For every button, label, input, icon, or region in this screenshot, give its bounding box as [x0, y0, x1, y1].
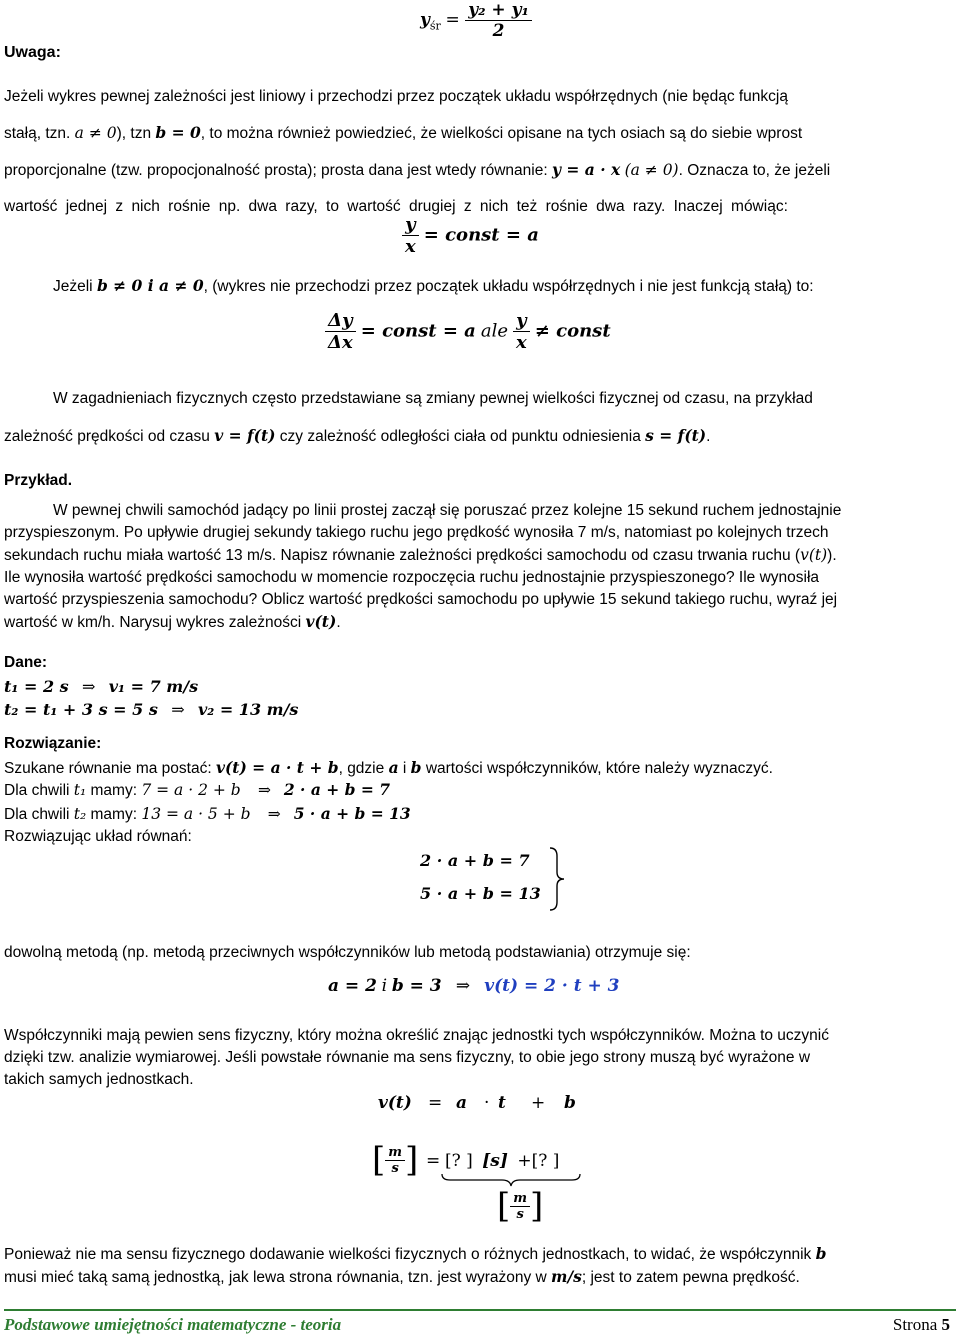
coef-line2: dzięki tzw. analizie wymiarowej. Jeśli powstałe równanie ma sens fizyczny, to obie jego strony muszą być wyrażone w [4, 1049, 811, 1066]
page-number: Strona 5 [892, 1315, 950, 1334]
solution-form: Szukane równanie ma postać: v(t) = a · t + b, gdzie a i b wartości współczynników, które należy wyznaczyć. [4, 758, 773, 777]
footer-title: Podstawowe umiejętności matematyczne - teoria [4, 1315, 342, 1334]
example-line3: sekundach ruchu miała wartość 13 m/s. Napisz równanie zależności prędkości samochodu od czasu trwania ruchu (v(t)). [4, 546, 837, 564]
eq2-den1: Δx [328, 332, 353, 353]
eq1-num: y [402, 214, 419, 236]
eq2-num1: Δy [325, 310, 356, 332]
solution-t1: Dla chwili t₁ mamy: 7 = a · 2 + b ⇒ 2 · a + b = 7 [4, 780, 391, 799]
note-label: Uwaga: [4, 44, 61, 61]
final-line2: musi mieć taką samą jednostką, jak lewa strona równania, tzn. jest wyrażony w m/s; jest to zatem pewna prędkość. [4, 1267, 800, 1286]
example-line2: przyspieszonym. Po upływie drugiej sekundy takiego ruchu jego prędkość wynosiła 7 m/s, natomiast po kolejnych trzech [4, 524, 829, 541]
eq1-rhs: = const = a [423, 224, 539, 246]
eq2-num2: y [513, 310, 530, 332]
units-lhs: [ $\frac{m}{s}$ ] [372, 1140, 419, 1180]
solution-system-intro: Rozwiązując układ równań: [4, 828, 192, 845]
p1-line-a: Jeżeli wykres pewnej zależności jest liniowy i przechodzi przez początek układu współrzędnych (nie będąc funkcją [4, 88, 788, 105]
eq2-den2: x [516, 332, 527, 353]
eq2-mid: = const = a [360, 320, 476, 342]
example-line1: W pewnej chwili samochód jadący po linii prostej zaczął się poruszać przez kolejne 15 sekund ruchem jednostajnie [53, 502, 842, 519]
solution-result: a = 2 i b = 3 ⇒ v(t) = 2 · t + 3 [328, 976, 620, 996]
p3-line2: zależność prędkości od czasu v = f(t) czy zależność odległości ciała od punktu odniesienia s = f(t). [4, 426, 711, 445]
units-result: [ $\frac{m}{s}$ ] [497, 1186, 544, 1226]
solution-label: Rozwiązanie: [4, 735, 102, 752]
units-equation-top: v(t) = a · t + b [378, 1093, 576, 1113]
example-line5: wartość przyspieszenia samochodu? Oblicz wartość prędkości samochodu po upływie 15 sekund takiego ruchu, wyraź jej [4, 591, 838, 608]
example-text [4, 500, 952, 634]
p3-line1: W zagadnieniach fizycznych często przedstawiane są zmiany pewnej wielkości fizycznej od czasu, na przykład [53, 390, 813, 407]
coef-line1: Współczynniki mają pewien sens fizyczny, który można określić znając jednostki tych współczynników. Można to uczynić [4, 1027, 829, 1044]
given-row2: t₂ = t₁ + 3 s = 5 s ⇒ v₂ = 13 m/s [4, 700, 299, 719]
eq2-ale: ale [480, 320, 509, 342]
formula-den: 2 [492, 21, 505, 41]
solution-t2: Dla chwili t₂ mamy: 13 = a · 5 + b ⇒ 5 · a + b = 13 [4, 804, 411, 823]
p1-line-c: proporcjonalne (tzw. propocjonalność prosta); prosta dana jest wtedy równanie: y = a · x (a ≠ 0). Oznacza to, że jeżeli [4, 160, 831, 179]
system-eq1: 2 · a + b = 7 [420, 851, 530, 870]
formula-sub: śr [429, 19, 441, 33]
mean-formula: $y_{śr}$ = $\frac{\text{y₂ + y₁}}{2}$ [420, 0, 532, 41]
paragraph-proportional [4, 79, 952, 225]
system-eq2: 5 · a + b = 13 [420, 884, 541, 903]
p1-line-d: wartość jednej z nich rośnie np. dwa razy, to wartość drugiej z nich też rośnie dwa razy. Inaczej mówiąc: [4, 198, 788, 215]
given-label: Dane: [4, 654, 48, 671]
system-brace [547, 846, 567, 912]
footer-rule [4, 1309, 956, 1311]
paragraph-nonzero: Jeżeli b ≠ 0 i a ≠ 0, (wykres nie przechodzi przez początek układu współrzędnych i nie jest funkcją stałą) to: [53, 276, 814, 295]
example-label: Przykład. [4, 472, 73, 489]
coef-line3: takich samych jednostkach. [4, 1071, 194, 1088]
example-line6: wartość w km/h. Narysuj wykres zależności v(t). [4, 612, 341, 631]
formula-lhs: y [420, 9, 430, 30]
given-row1: t₁ = 2 s ⇒ v₁ = 7 m/s [4, 677, 199, 696]
equation-ratio [402, 214, 539, 257]
eq1-den: x [405, 236, 416, 257]
example-line4: Ile wynosiła wartość prędkości samochodu w momencie rozpoczęcia ruchu jednostajnie przyspieszonego? Ile wynosiła [4, 569, 820, 586]
formula-num: y₂ + y₁ [465, 0, 532, 21]
coefficients-text [4, 1025, 952, 1091]
eq2-rhs: ≠ const [534, 320, 611, 342]
equation-delta [325, 310, 611, 353]
final-line1: Ponieważ nie ma sensu fizycznego dodawanie wielkości fizycznych o różnych jednostkach, to widać, że współczynnik b [4, 1244, 827, 1263]
p1-line-b: stałą, tzn. a ≠ 0), tzn b = 0, to można również powiedzieć, że wielkości opisane na tych osiach są do siebie wprost [4, 123, 803, 142]
solution-method: dowolną metodą (np. metodą przeciwnych współczynników lub metodą podstawiania) otrzymuje się: [4, 944, 691, 961]
final-text [4, 1243, 952, 1289]
units-rhs: = [? ] [s] +[? ] [426, 1151, 560, 1171]
